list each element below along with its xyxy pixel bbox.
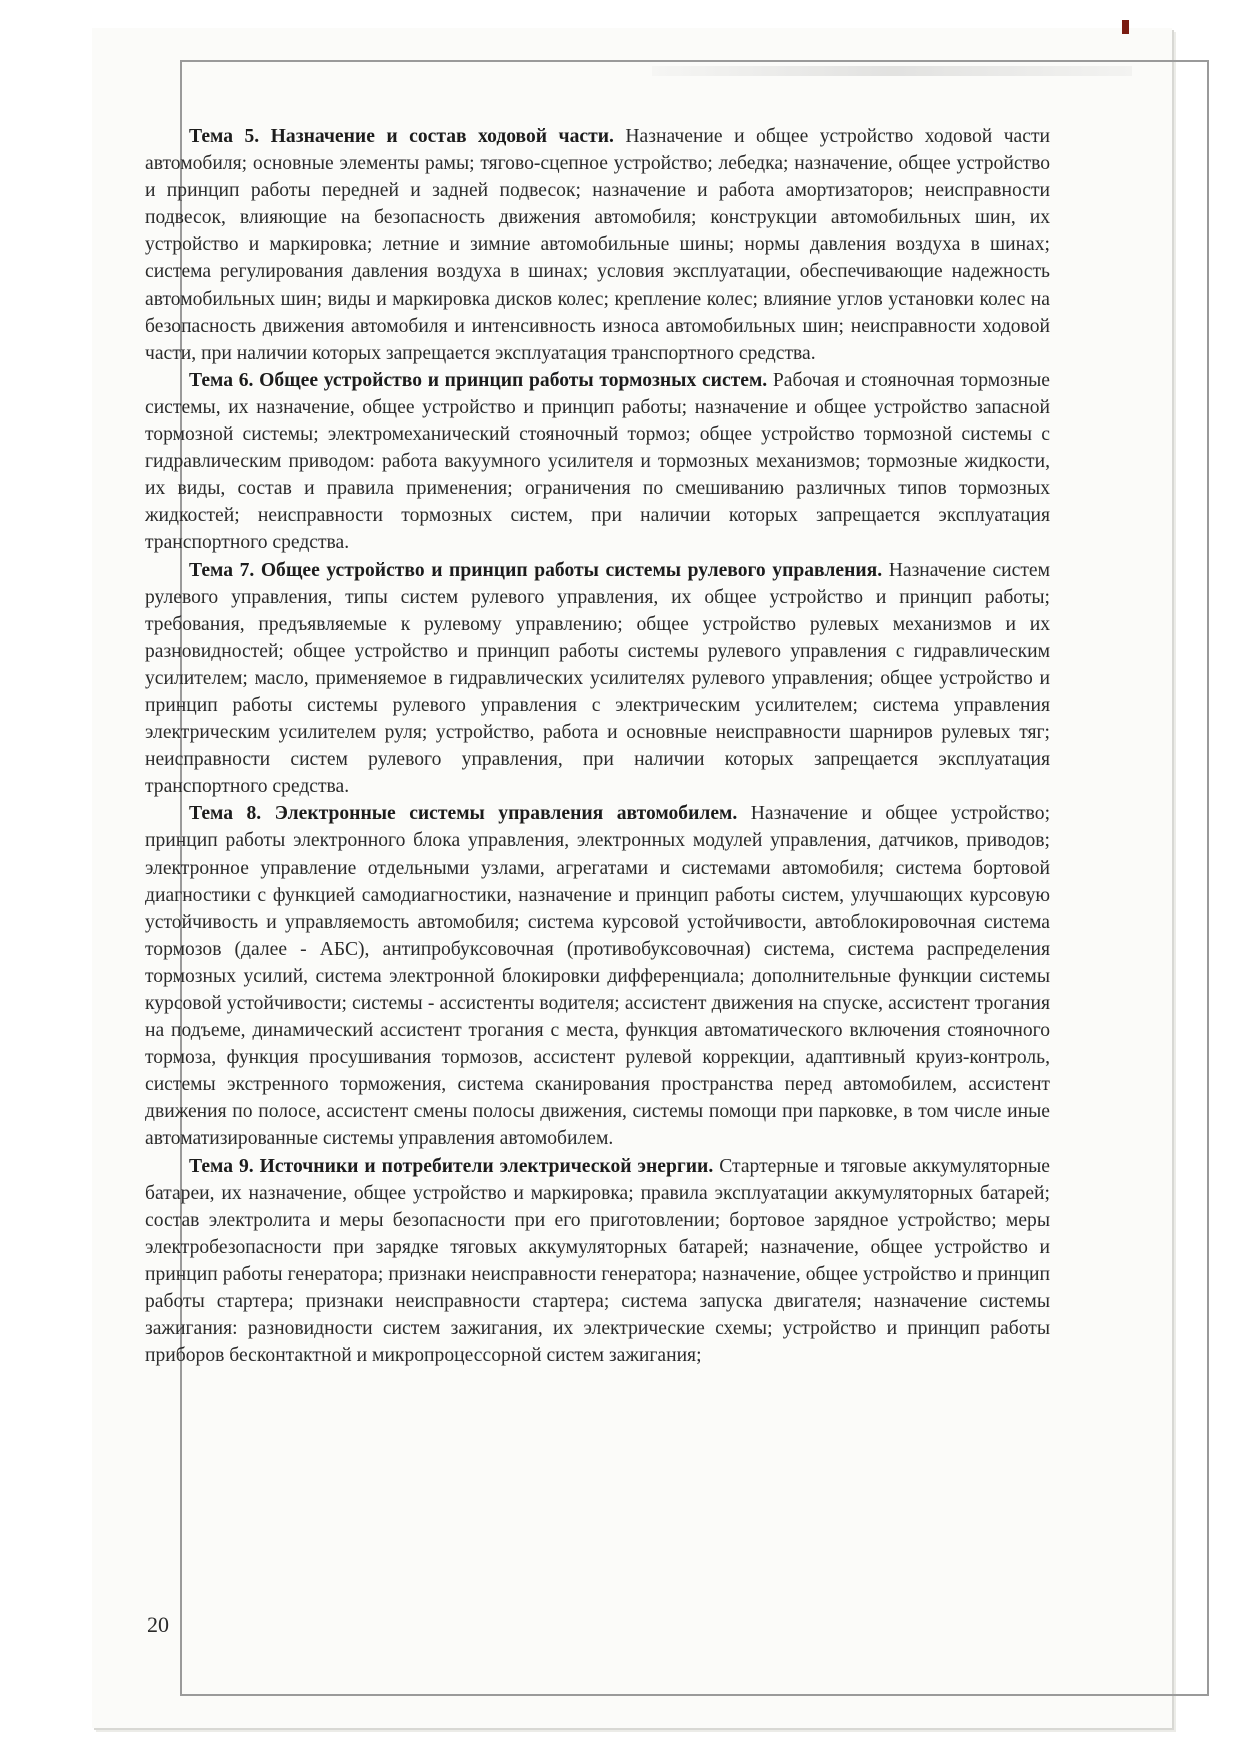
topic-5-heading: Тема 5. Назначение и состав ходовой части.	[189, 126, 614, 147]
topic-6-paragraph	[145, 367, 1050, 557]
topic-9-heading: Тема 9. Источники и потребители электрической энергии.	[189, 1155, 714, 1177]
topic-9-paragraph	[145, 1153, 1050, 1370]
topic-7-body: Назначение систем рулевого управления, типы систем рулевого управления, их общее устройство и принцип работы; требования, предъявляемые к рулевому управлению; общее устройство рулевых механизмов и их разновидностей; общее устройство и принцип работы системы рулевого управления с гидравлическим усилителем; масло, применяемое в гидравлических усилителях рулевого управления; общее устройство и принцип работы системы рулевого управления с электрическим усилителем; система управления электрическим усилителем руля; устройство, работа и основные неисправности шарниров рулевых тяг; неисправности систем рулевого управления, при наличии которых запрещается эксплуатация транспортного средства.	[145, 559, 1051, 798]
topic-5-paragraph	[145, 123, 1050, 367]
topic-8-body: Назначение и общее устройство; принцип работы электронного блока управления, электронных модулей управления, датчиков, приводов; электронное управление отдельными узлами, агрегатами и системами автомобиля; система бортовой диагностики с функцией самодиагностики, назначение и принцип работы систем, улучшающих курсовую устойчивость и управляемость автомобиля; система курсовой устойчивости, автоблокировочная система тормозов (далее - АБС), антипробуксовочная (противобуксовочная) система, система распределения тормозных усилий, система электронной блокировки дифференциала; дополнительные функции системы курсовой устойчивости; системы - ассистенты водителя; ассистент движения на спуске, ассистент трогания на подъеме, динамический ассистент трогания с места, функция автоматического включения стояночного тормоза, функция просушивания тормозов, ассистент рулевой коррекции, адаптивный круиз-контроль, системы экстренного торможения, система сканирования пространства перед автомобилем, ассистент движения по полосе, ассистент смены полосы движения, системы помощи при парковке, в том числе иные автоматизированные системы управления автомобилем.	[145, 803, 1051, 1150]
topic-6-heading: Тема 6. Общее устройство и принцип работы тормозных систем.	[189, 369, 768, 391]
topic-7-heading: Тема 7. Общее устройство и принцип работы системы рулевого управления.	[189, 559, 883, 581]
bookmark-tick	[1122, 20, 1129, 34]
topic-6-body: Рабочая и стояночная тормозные системы, их назначение, общее устройство и принцип работы; назначение и общее устройство запасной тормозной системы; электромеханический стояночный тормоз; общее устройство тормозной системы с гидравлическим приводом: работа вакуумного усилителя и тормозных механизмов; тормозные жидкости, их виды, состав и правила применения; ограничения по смешиванию различных типов тормозных жидкостей; неисправности тормозных систем, при наличии которых запрещается эксплуатация транспортного средства.	[145, 369, 1050, 554]
scan-header-shadow	[652, 66, 1132, 76]
topic-8-paragraph	[145, 800, 1050, 1152]
topic-7-paragraph	[145, 557, 1050, 801]
topic-5-body: Назначение и общее устройство ходовой части автомобиля; основные элементы рамы; тягово-сцепное устройство; лебедка; назначение, общее устройство и принцип работы передней и задней подвесок; назначение и работа амортизаторов; неисправности подвесок, влияющие на безопасность движения автомобиля; конструкции автомобильных шин, их устройство и маркировка; летние и зимние автомобильные шины; нормы давления воздуха в шинах; система регулирования давления воздуха в шинах; условия эксплуатации, обеспечивающие надежность автомобильных шин; виды и маркировка дисков колес; крепление колес; влияние углов установки колес на безопасность движения автомобиля и интенсивность износа автомобильных шин; неисправности ходовой части, при наличии которых запрещается эксплуатация транспортного средства.	[145, 126, 1050, 364]
page-text	[145, 123, 1050, 1369]
topic-9-body: Стартерные и тяговые аккумуляторные батареи, их назначение, общее устройство и маркировка; правила эксплуатации аккумуляторных батарей; состав электролита и меры безопасности при его приготовлении; бортовое зарядное устройство; меры электробезопасности при зарядке тяговых аккумуляторных батарей; назначение, общее устройство и принцип работы генератора; признаки неисправности генератора; назначение, общее устройство и принцип работы стартера; признаки неисправности стартера; система запуска двигателя; назначение системы зажигания: разновидности систем зажигания, их электрические схемы; устройство и принцип работы приборов бесконтактной и микропроцессорной систем зажигания;	[145, 1155, 1050, 1367]
page-number: 20	[147, 1612, 169, 1637]
topic-8-heading: Тема 8. Электронные системы управления автомобилем.	[189, 803, 738, 825]
